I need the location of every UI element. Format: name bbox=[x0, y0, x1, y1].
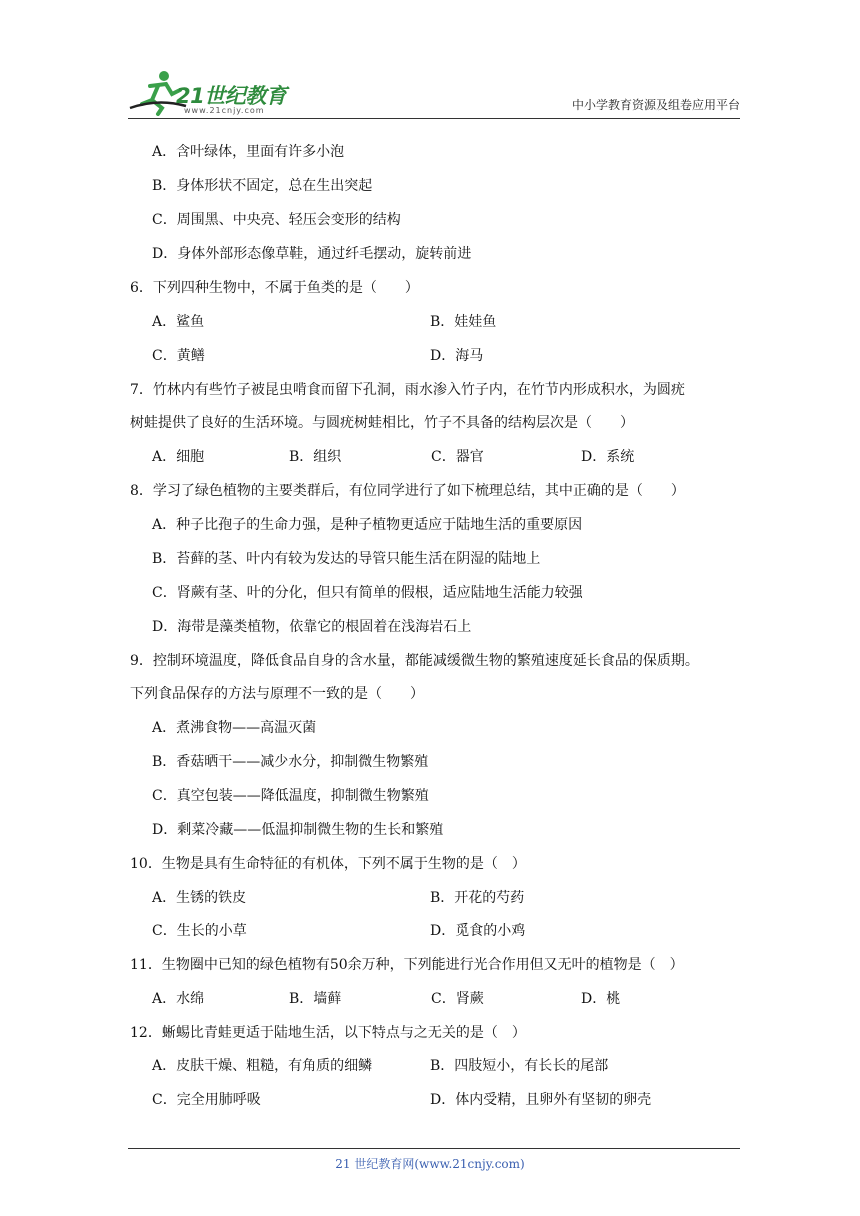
q9-option-a: A．煮沸食物——高温灭菌 bbox=[152, 720, 317, 736]
q10-option-d: D．觅食的小鸡 bbox=[430, 923, 526, 939]
q9-option-d: D．剩菜冷藏——低温抑制微生物的生长和繁殖 bbox=[152, 822, 444, 838]
q10-option-b: B．开花的芍药 bbox=[430, 890, 525, 906]
q12-option-c: C．完全用肺呼吸 bbox=[152, 1092, 261, 1108]
q8-option-a: A．种子比孢子的生命力强，是种子植物更适应于陆地生活的重要原因 bbox=[152, 517, 583, 533]
q5-option-c: C．周围黑、中央亮、轻压会变形的结构 bbox=[152, 212, 401, 228]
q9-stem-line1: 9．控制环境温度，降低食品自身的含水量，都能减缓微生物的繁殖速度延长食品的保质期。 bbox=[130, 653, 699, 669]
footer-link[interactable]: 21 世纪教育网(www.21cnjy.com) bbox=[335, 1157, 525, 1171]
logo-text: 21世纪教育 bbox=[176, 84, 287, 108]
q6-option-a: A．鲨鱼 bbox=[152, 314, 205, 330]
q12-option-a: A．皮肤干燥、粗糙，有角质的细鳞 bbox=[152, 1058, 373, 1074]
q5-option-a: A．含叶绿体，里面有许多小泡 bbox=[152, 144, 345, 160]
q12-stem: 12．蜥蜴比青蛙更适于陆地生活，以下特点与之无关的是（ ） bbox=[130, 1025, 526, 1041]
q12-option-b: B．四肢短小，有长长的尾部 bbox=[430, 1058, 609, 1074]
q7-stem-line1: 7．竹林内有些竹子被昆虫啃食而留下孔洞，雨水渗入竹子内，在竹节内形成积水，为圆疣 bbox=[130, 382, 685, 398]
q11-option-b: B．墙藓 bbox=[289, 991, 342, 1007]
q5-option-d: D．身体外部形态像草鞋，通过纤毛摆动，旋转前进 bbox=[152, 246, 472, 262]
q7-option-a: A．细胞 bbox=[152, 449, 205, 465]
q7-stem-line2: 树蛙提供了良好的生活环境。与圆疣树蛙相比，竹子不具备的结构层次是（ ） bbox=[130, 415, 634, 431]
q10-stem: 10．生物是具有生命特征的有机体，下列不属于生物的是（ ） bbox=[130, 856, 526, 872]
q11-option-d: D．桃 bbox=[581, 991, 621, 1007]
q6-stem: 6．下列四种生物中，不属于鱼类的是（ ） bbox=[130, 280, 419, 296]
q11-option-c: C．肾蕨 bbox=[431, 991, 484, 1007]
q8-option-b: B．苔藓的茎、叶内有较为发达的导管只能生活在阴湿的陆地上 bbox=[152, 551, 541, 567]
q7-option-c: C．器官 bbox=[431, 449, 484, 465]
q12-option-d: D．体内受精，且卵外有坚韧的卵壳 bbox=[430, 1092, 652, 1108]
q6-option-b: B．娃娃鱼 bbox=[430, 314, 497, 330]
q8-option-c: C．肾蕨有茎、叶的分化，但只有简单的假根，适应陆地生活能力较强 bbox=[152, 585, 583, 601]
platform-title: 中小学教育资源及组卷应用平台 bbox=[571, 98, 740, 112]
q9-option-b: B．香菇晒干——减少水分，抑制微生物繁殖 bbox=[152, 754, 429, 770]
q11-stem: 11．生物圈中已知的绿色植物有50余万种，下列能进行光合作用但又无叶的植物是（ ） bbox=[130, 957, 684, 973]
q10-option-a: A．生锈的铁皮 bbox=[152, 890, 247, 906]
q11-option-a: A．水绵 bbox=[152, 991, 205, 1007]
q6-option-c: C．黄鳝 bbox=[152, 348, 205, 364]
q8-option-d: D．海带是藻类植物，依靠它的根固着在浅海岩石上 bbox=[152, 619, 472, 635]
q8-stem: 8．学习了绿色植物的主要类群后，有位同学进行了如下梳理总结，其中正确的是（ ） bbox=[130, 483, 685, 499]
site-logo[interactable] bbox=[128, 66, 298, 118]
q7-option-b: B．组织 bbox=[289, 449, 342, 465]
q9-option-c: C．真空包装——降低温度，抑制微生物繁殖 bbox=[152, 788, 429, 804]
q9-stem-line2: 下列食品保存的方法与原理不一致的是（ ） bbox=[130, 686, 424, 702]
header-divider bbox=[128, 118, 740, 119]
q6-option-d: D．海马 bbox=[430, 348, 484, 364]
logo-url: www.21cnjy.com bbox=[184, 106, 265, 115]
q5-option-b: B．身体形状不固定，总在生出突起 bbox=[152, 178, 373, 194]
footer-divider bbox=[128, 1148, 740, 1149]
q7-option-d: D．系统 bbox=[581, 449, 635, 465]
q10-option-c: C．生长的小草 bbox=[152, 923, 247, 939]
page-header bbox=[128, 66, 740, 118]
